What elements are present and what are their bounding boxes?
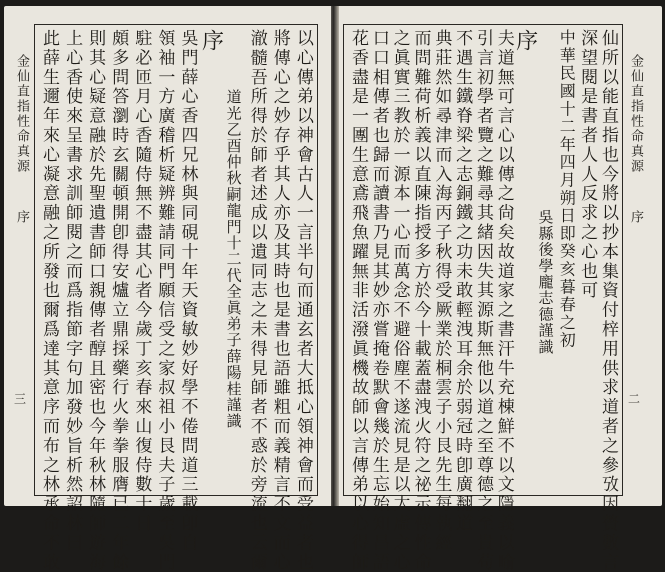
text-column: 花香盡是一團生意鳶飛魚躍無非活潑眞機故師以言傳弟以心得師 [348,29,368,572]
section-mark: 序 [628,210,643,226]
running-title [12,54,31,225]
left-page [4,6,331,572]
signature-column: 吳縣後學龐志德謹識 [536,209,555,355]
text-column: 上心香使來呈書求訓師閱之而爲指節字句加發妙旨析然詔林曰 [62,29,83,553]
text-column: 引言初學者覽之難尋其緒因失其源斯無他以道之至尊德之至貴苟 [472,29,493,572]
text-column: 澈髓吾所得於師者述成以遺同志之未得見師者不惑於旁流也云爾 [246,29,267,572]
page-frame [343,24,623,572]
text-column: 吳門薛心香四兄林與同硯十年天資敏妙好學不倦問道三載卽自 [177,29,198,553]
text-column: 之眞實三教於一源本一心而萬念不避俗塵不遂流見是以太虛之心 [389,29,410,572]
running-title-text: 金仙直指性命真源 [628,54,643,174]
running-title [626,54,645,225]
preface-heading: 序 [512,29,538,51]
text-column: 而問難荷析義以直陳指授多方於今十載蓋盡洩火符之祕示傳性命 [410,29,431,572]
text-column: 將傳心之妙存乎其人亦及其時也是書也語雖粗而義精言不文而心 [269,29,290,572]
signature-column: 道光乙酉仲秋嗣龍門十二代全眞弟子薛陽桂謹識 [224,89,243,430]
running-title-text: 金仙直指性命真源 [14,54,29,174]
page-frame [34,24,318,572]
page-number: 三 [14,392,27,406]
text-column: 仙所以能直指也今將以抄本集資付梓用供求道者之參攷因贅數言 [597,29,618,572]
text-column: 典莊然如尋津而入海丙子秋得受厥業於桐雲子小艮先生每執經 [431,29,452,553]
text-column: 頗多問答瀏時玄關頓開卽得安爐立鼎採藥行火拳拳服膺已二年餘 [108,29,129,572]
text-column: 不遇生鐵脊梁之志銅鐵之功未敢輕洩耳余於弱冠時卽廣翻道 [452,29,473,534]
text-column: 領袖一方廣稽析疑辨難請同門願信受之家叔祖小艮夫子歲至吳門 [154,29,175,572]
section-mark: 序 [14,210,29,226]
text-column: 駐必匝月心香隨侍無不盡其心者今歲丁亥春來山復侍數十日 [131,29,152,534]
right-page [335,6,662,572]
text-column: 此薛生邇年來心凝意融之所發也爾爲達其意序而布之林承命不敢 [39,29,59,572]
text-column: 以心傳弟以神會古人一言半句而通玄者大抵心領神會而受益者也 [292,29,313,572]
date-column: 中華民國十二年四月朔日即癸亥暮春之初 [557,29,577,350]
text-columns [348,29,618,572]
text-column: 深望閱是書者人人反求之心也可 [577,29,598,301]
text-column: 則其心疑意融於先聖遺書師口親傳者醇且密也今年秋林隨師遊海 [85,29,106,572]
text-column: 口口相傳者也歸而讀書乃見其妙亦嘗掩卷默會幾於生忘始知昌語 [368,29,389,572]
page-number: 二 [628,392,641,406]
preface-heading: 序 [198,29,224,51]
text-columns [39,29,313,572]
text-column: 夫道無可言心以傳之尙矣故道家之書汗牛充棟鮮不以文隱義以喻 [493,29,514,572]
